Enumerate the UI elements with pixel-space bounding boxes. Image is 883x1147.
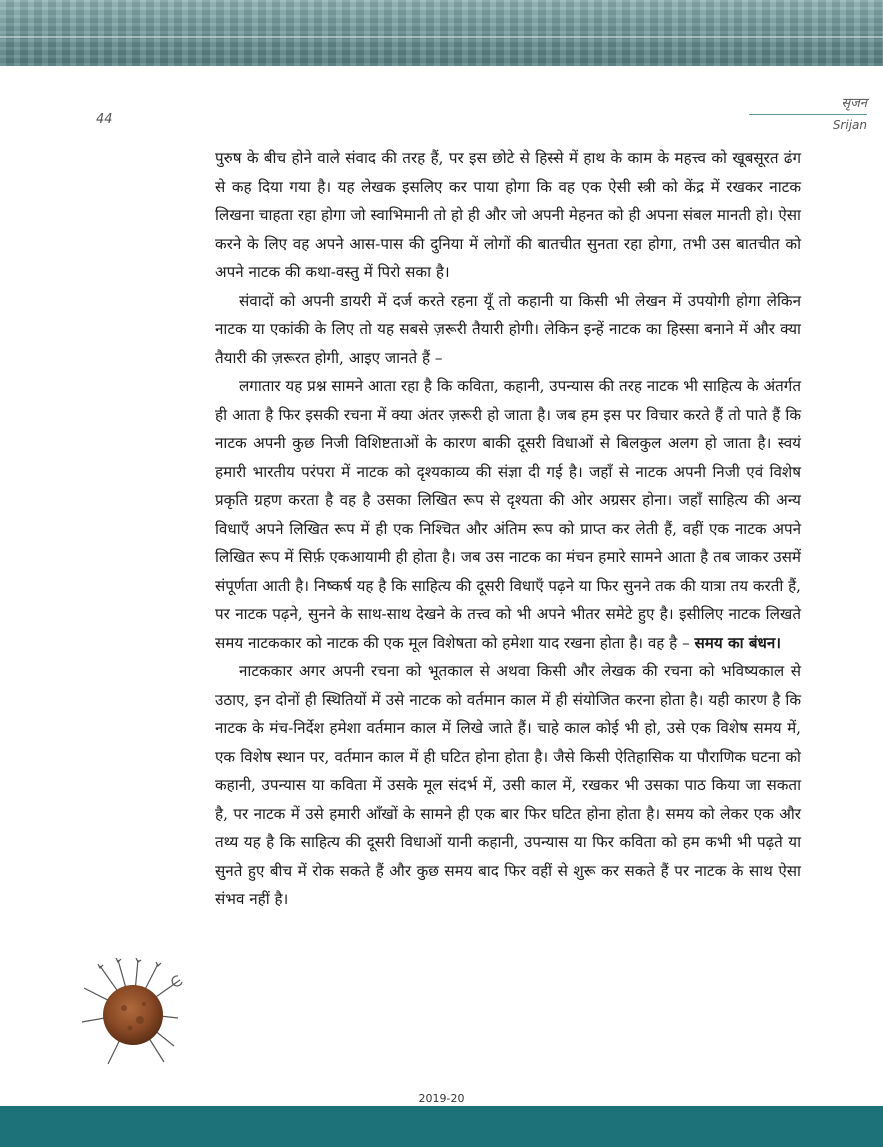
brand-hindi: सृजन (841, 96, 867, 111)
brand-english: Srijan (832, 118, 867, 132)
footer-band (0, 1106, 883, 1147)
page-number: 44 (96, 112, 113, 127)
sun-arrows-ornament-icon (78, 958, 188, 1068)
paragraph-3 (215, 372, 801, 657)
brand-divider (749, 114, 867, 115)
decorative-banner (0, 0, 883, 66)
paragraph-2: संवादों को अपनी डायरी में दर्ज करते रहना यूँ तो कहानी या किसी भी लेखन में उपयोगी होगा लेकिन नाटक या एकांकी के लिए तो यह सबसे ज़रूरी तैयारी होगी। लेकिन इन्हें नाटक का हिस्सा बनाने में और क्या तैयारी की ज़रूरत होगी, आइए जानते हैं – (215, 291, 801, 367)
emphasis-time-bound: समय का बंधन। (694, 633, 782, 652)
body-text (215, 144, 801, 914)
paragraph-4: नाटककार अगर अपनी रचना को भूतकाल से अथवा किसी और लेखक की रचना को भविष्यकाल से उठाए, इन दोनों ही स्थितियों में उसे नाटक को वर्तमान काल में ही संयोजित करना होता है। यही कारण है कि नाटक के मंच-निर्देश हमेशा वर्तमान काल में लिखे जाते हैं। चाहे काल कोई भी हो, उसे एक विशेष समय में, एक विशेष स्थान पर, वर्तमान काल में ही घटित होना होता है। जैसे किसी ऐतिहासिक या पौराणिक घटना को कहानी, उपन्यास या कविता में उसके मूल संदर्भ में, उसी काल में, रखकर भी उसका पाठ किया जा सकता है, पर नाटक में उसे हमारी आँखों के सामने ही एक बार फिर घटित होना होता है। समय को लेकर एक और तथ्य यह है कि साहित्य की दूसरी विधाओं यानी कहानी, उपन्यास या फिर कविता को हम कभी भी पढ़ते या सुनते हुए बीच में रोक सकते हैं और कुछ समय बाद फिर वहीं से शुरू कर सकते हैं पर नाटक के साथ ऐसा संभव नहीं है। (215, 662, 801, 908)
paragraph-3-text: लगातार यह प्रश्न सामने आता रहा है कि कविता, कहानी, उपन्यास की तरह नाटक भी साहित्य के अंतर्गत ही आता है फिर इसकी रचना में क्या अंतर ज़रूरी हो जाता है। जब हम इस पर विचार करते हैं तो पाते हैं कि नाटक अपनी कुछ निजी विशिष्टताओं के कारण बाकी दूसरी विधाओं से बिलकुल अलग हो जाता है। स्वयं हमारी भारतीय परंपरा में नाटक को दृश्यकाव्य की संज्ञा दी गई है। जहाँ से नाटक अपनी निजी एवं विशेष प्रकृति ग्रहण करता है वह है उसका लिखित रूप से दृश्यता की ओर अग्रसर होना। जहाँ साहित्य की अन्य विधाएँ अपने लिखित रूप में ही एक निश्चित और अंतिम रूप को प्राप्त कर लेती हैं, वहीं एक नाटक अपने लिखित रूप में सिर्फ़ एकआयामी ही होता है। जब उस नाटक का मंचन हमारे सामने आता है तब जाकर उसमें संपूर्णता आती है। निष्कर्ष यह है कि साहित्य की दूसरी विधाएँ पढ़ने या फिर सुनने तक की यात्रा तय करती हैं, पर नाटक पढ़ने, सुनने के साथ-साथ देखने के तत्त्व को भी अपने भीतर समेटे हुए है। इसीलिए नाटक लिखते समय नाटककार को नाटक की एक मूल विशेषता को हमेशा याद रखना होता है। वह है – (215, 377, 802, 652)
book-brand (749, 96, 867, 133)
paragraph-1: पुरुष के बीच होने वाले संवाद की तरह हैं, पर इस छोटे से हिस्से में हाथ के काम के महत्त्व को खूबसूरत ढंग से कह दिया गया है। यह लेखक इसलिए कर पाया होगा कि वह एक ऐसी स्त्री को केंद्र में रखकर नाटक लिखना चाहता रहा होगा जो स्वाभिमानी तो हो ही और जो अपनी मेहनत को ही अपना संबल मानती हो। ऐसा करने के लिए वह अपने आस-पास की दुनिया में लोगों की बातचीत सुनता रहा होगा, तभी उस बातचीत को अपने नाटक की कथा-वस्तु में पिरो सका है। (215, 149, 801, 281)
edition-year: 2019-20 (418, 1092, 465, 1105)
